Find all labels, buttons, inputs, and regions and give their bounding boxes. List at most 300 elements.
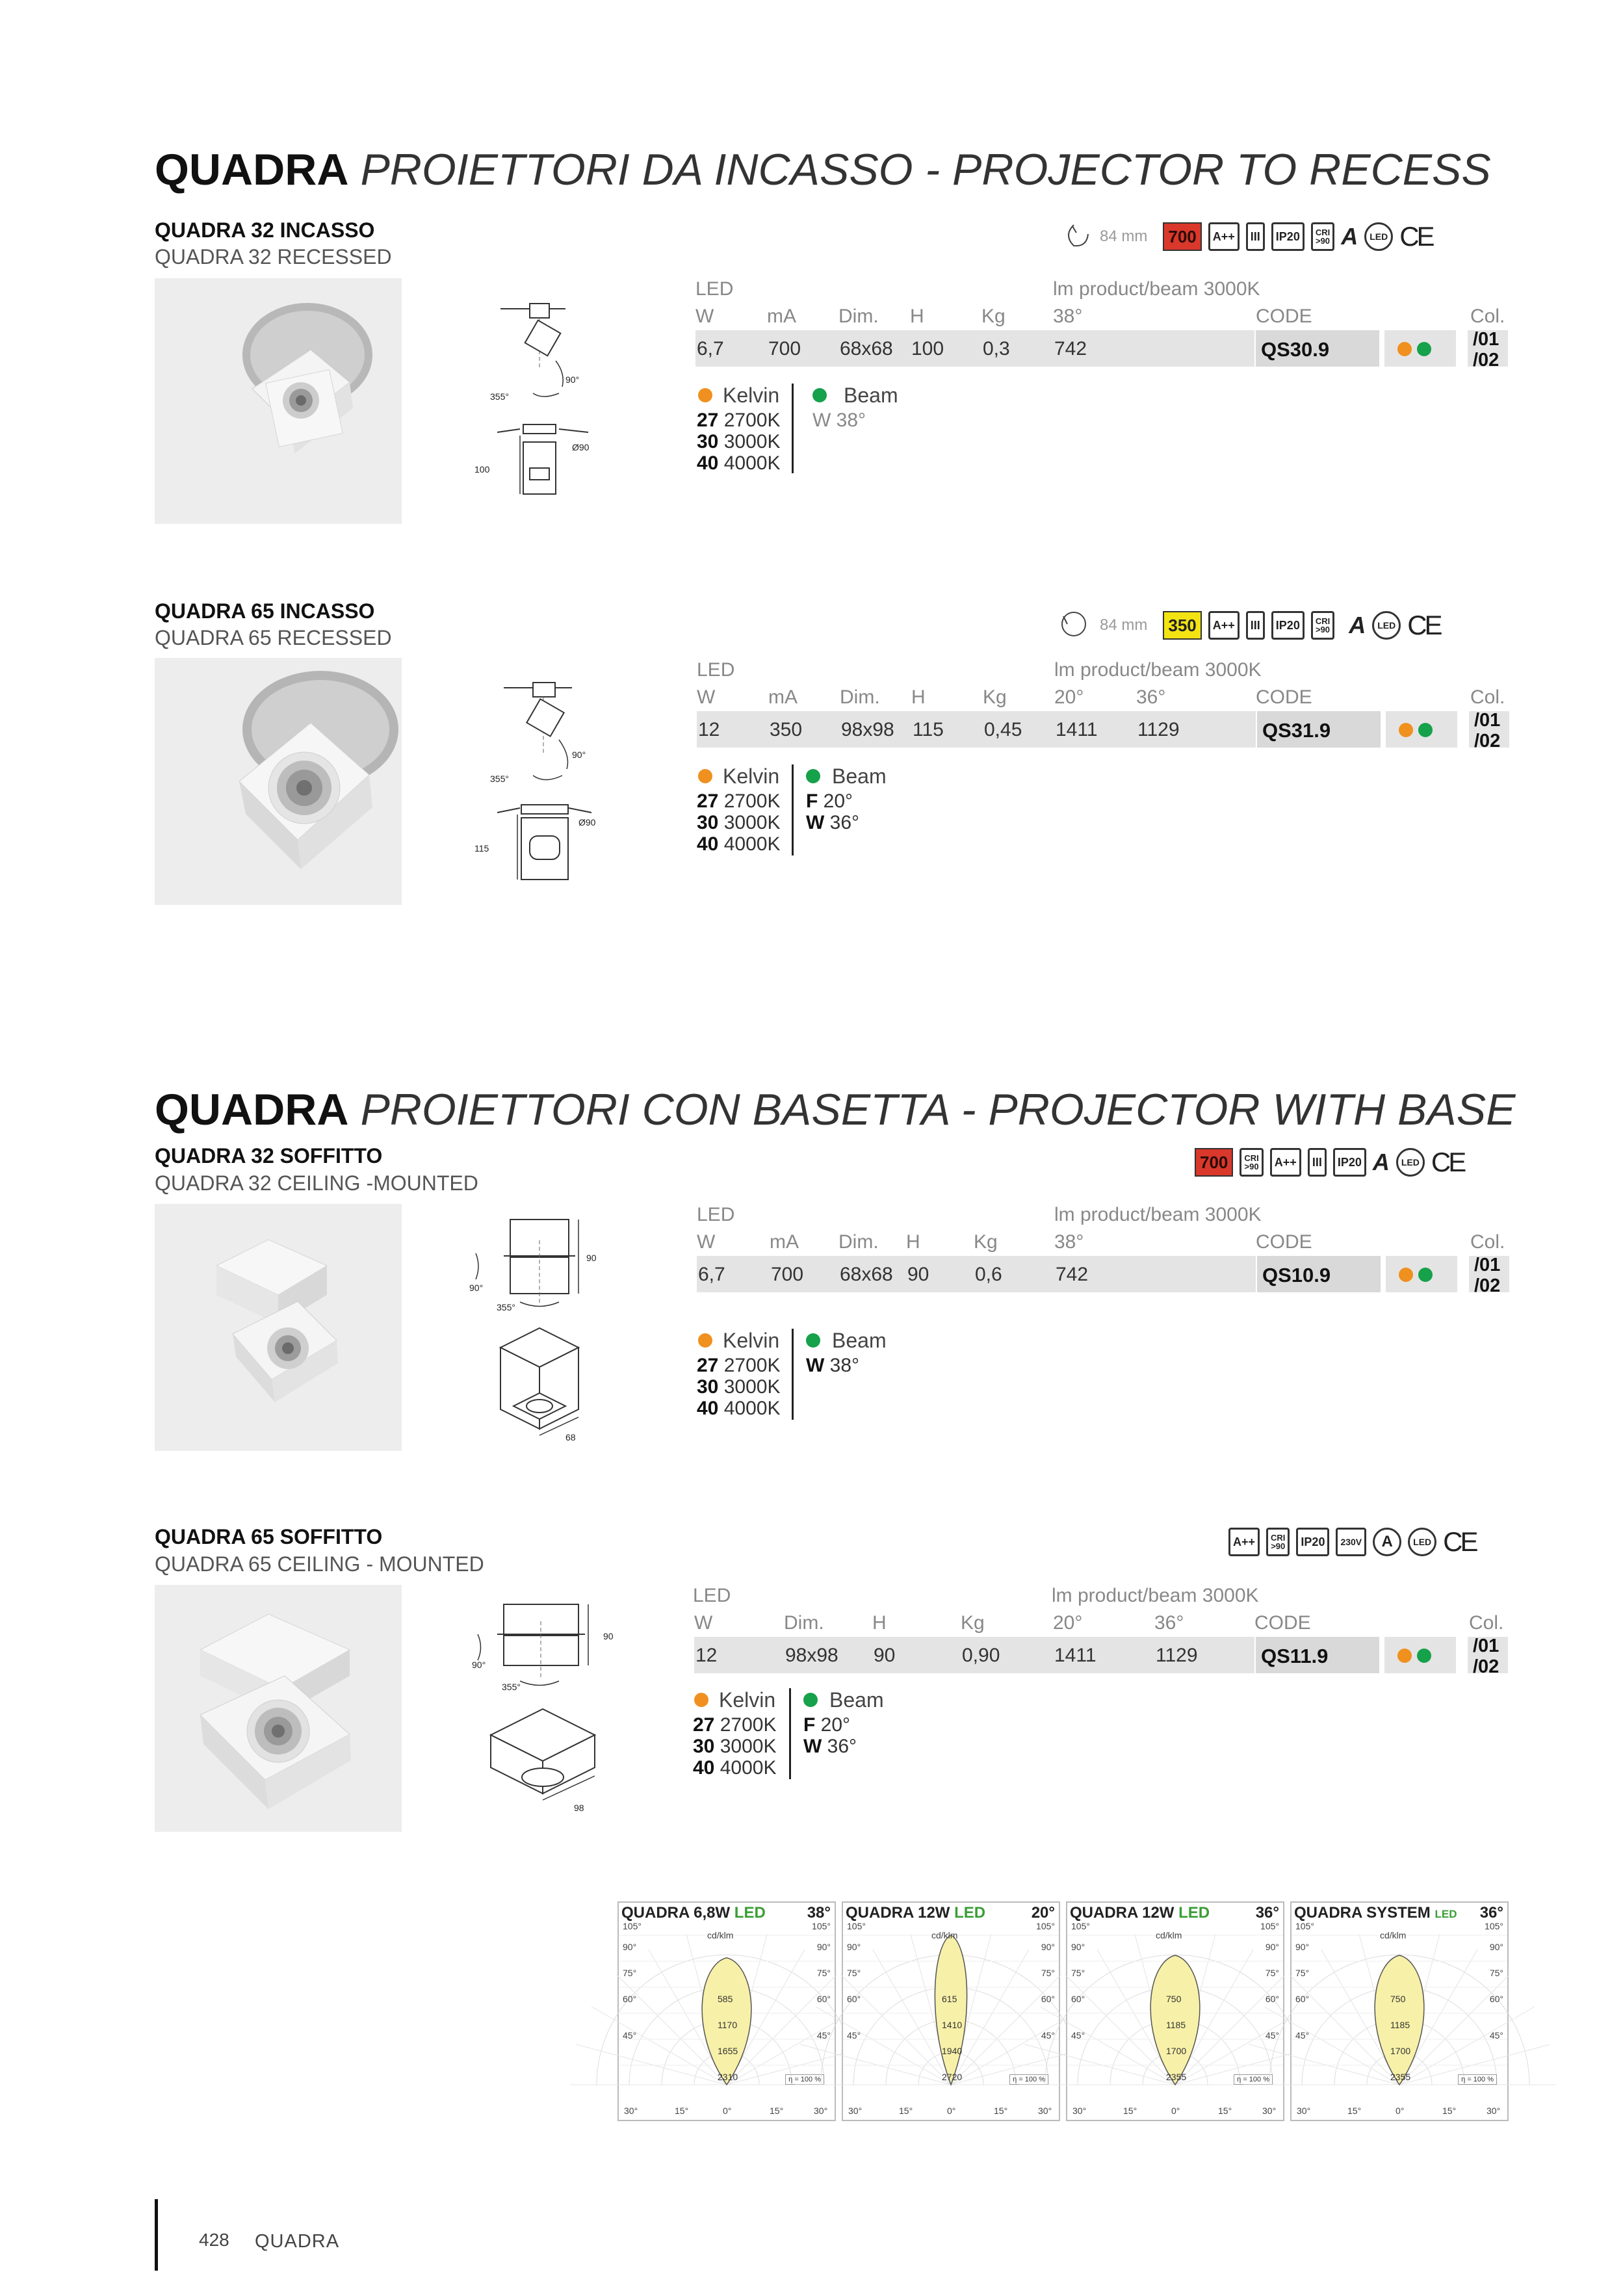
svg-text:Ø90: Ø90 (572, 442, 590, 452)
header-code: CODE (1256, 1231, 1312, 1253)
svg-text:68: 68 (565, 1432, 576, 1442)
beam-lobe (935, 1935, 967, 2085)
cri-icon: CRI >90 (1311, 611, 1334, 640)
energy-class-icon: A++ (1208, 611, 1240, 640)
polar-angle-label: 15° (1123, 2106, 1137, 2116)
beam-dot-icon (1417, 342, 1431, 356)
polar-angle-label: 90° (847, 1942, 861, 1952)
header-w: W (697, 686, 716, 708)
polar-angle-label: 105° (1071, 1921, 1090, 1931)
value-h: 100 (911, 338, 944, 359)
ce-icon: CE (1407, 610, 1440, 640)
beam-option: W 36° (806, 812, 860, 833)
photometric-angle: 36° (1479, 1904, 1503, 1922)
kelvin-dot-icon (698, 769, 712, 783)
polar-angle-label: 75° (1295, 1968, 1310, 1978)
header-led: LED (695, 278, 734, 300)
header-h: H (872, 1612, 887, 1634)
header-col: Col. (1470, 306, 1505, 327)
options-divider (792, 764, 794, 855)
kelvin-option: 27 2700K (697, 1355, 781, 1376)
section-title-italic: PROIETTORI CON BASETTA - PROJECTOR WITH BASE (360, 1085, 1516, 1134)
photometric-unit: cd/klm (1156, 1930, 1182, 1940)
beam-tilt-icon (1054, 610, 1093, 642)
section-title-bold: QUADRA (155, 1085, 349, 1134)
polar-angle-label: 75° (1041, 1968, 1055, 1978)
polar-angle-label: 30° (1072, 2106, 1087, 2116)
ce-icon: CE (1443, 1526, 1476, 1557)
product-subtitle: QUADRA 65 CEILING - MOUNTED (155, 1552, 484, 1576)
header-h: H (911, 686, 926, 708)
header-kg: Kg (974, 1231, 998, 1253)
header-dim: Dim. (784, 1612, 824, 1634)
svg-text:98: 98 (574, 1803, 584, 1813)
kelvin-option: 30 3000K (697, 812, 781, 833)
kelvin-dot-icon (1397, 1649, 1412, 1663)
polar-angle-label: 60° (623, 1994, 637, 2004)
polar-angle-label: 30° (814, 2106, 828, 2116)
section-title-base (155, 1084, 1515, 1135)
kelvin-option: 40 4000K (697, 833, 781, 855)
value-h: 115 (913, 719, 944, 740)
kelvin-option: 30 3000K (697, 1376, 781, 1398)
ip20-icon: IP20 (1271, 611, 1305, 640)
options-divider (792, 384, 794, 473)
col-01: /01 (1473, 1636, 1500, 1656)
value-lm-20: 1411 (1056, 719, 1098, 740)
a-marking-icon: A (1349, 612, 1366, 638)
svg-text:355°: 355° (502, 1682, 521, 1692)
polar-angle-label: 60° (816, 1994, 831, 2004)
section-title-italic: PROIETTORI DA INCASSO - PROJECTOR TO RECESS (360, 145, 1491, 194)
polar-angle-label: 90° (1041, 1942, 1055, 1952)
ip20-icon: IP20 (1271, 222, 1305, 251)
header-led: LED (697, 1204, 735, 1225)
value-ma: 700 (768, 338, 801, 359)
kelvin-heading: Kelvin (723, 764, 780, 788)
value-kg: 0,6 (975, 1264, 1002, 1285)
polar-angle-label: 105° (812, 1921, 831, 1931)
polar-angle-label: 60° (847, 1994, 861, 2004)
cri-icon: CRI >90 (1240, 1148, 1263, 1177)
polar-angle-label: 75° (1071, 1968, 1085, 1978)
options-divider (789, 1688, 791, 1779)
col-01: /01 (1474, 710, 1501, 731)
section-title-recess (155, 144, 1491, 195)
svg-text:90: 90 (603, 1631, 614, 1641)
photometric-angle: 36° (1255, 1904, 1279, 1922)
cert-icons (1195, 1145, 1464, 1179)
header-beam-20: 20° (1053, 1612, 1083, 1634)
beam-dot-icon (1418, 1268, 1433, 1282)
technical-drawing (468, 1214, 611, 1448)
header-lm: lm product/beam 3000K (1054, 1204, 1262, 1225)
header-col: Col. (1470, 1231, 1505, 1253)
intensity-value: 1410 (942, 2020, 963, 2030)
polar-angle-label: 30° (1297, 2106, 1311, 2116)
polar-angle-label: 105° (623, 1921, 642, 1931)
photometric-diagram (1290, 1901, 1509, 2121)
col-02: /02 (1474, 1275, 1501, 1296)
polar-angle-label: 105° (847, 1921, 866, 1931)
ip20-icon: IP20 (1333, 1148, 1366, 1177)
beam-dot-icon (1417, 1649, 1431, 1663)
beam-option: W 38° (812, 410, 866, 431)
polar-angle-label: 30° (1038, 2106, 1052, 2116)
polar-angle-label: 105° (1036, 1921, 1055, 1931)
polar-angle-label: 90° (623, 1942, 637, 1952)
header-col: Col. (1469, 1612, 1504, 1634)
polar-angle-label: 15° (899, 2106, 913, 2116)
kelvin-option: 30 3000K (693, 1736, 777, 1757)
polar-angle-label: 45° (1265, 2030, 1279, 2041)
a-marking-icon: A (1372, 1149, 1390, 1175)
milliamp-badge: 350 (1163, 611, 1201, 640)
intensity-value: 1185 (1166, 2020, 1186, 2030)
cert-icons (1228, 1525, 1476, 1559)
kelvin-option: 40 4000K (693, 1757, 777, 1779)
technical-drawing-svg (468, 1214, 624, 1450)
header-dim: Dim. (838, 306, 879, 327)
product-name: QUADRA 32 SOFFITTO (155, 1144, 383, 1168)
svg-text:115: 115 (474, 843, 489, 854)
header-kg: Kg (981, 306, 1006, 327)
value-lm-36: 1129 (1137, 719, 1180, 740)
efficiency-badge: η = 100 % (1009, 2074, 1048, 2085)
intensity-value: 1940 (942, 2046, 963, 2056)
svg-text:Ø90: Ø90 (578, 817, 596, 828)
technical-drawing (468, 1595, 624, 1829)
polar-angle-label: 90° (1295, 1942, 1310, 1952)
product-photo-image (155, 658, 402, 905)
kelvin-dot-icon (694, 1693, 708, 1707)
milliamp-badge: 700 (1163, 222, 1201, 251)
svg-text:90°: 90° (565, 374, 580, 385)
product-photo-image (155, 1585, 402, 1832)
product-photo (155, 1585, 402, 1832)
svg-text:90°: 90° (469, 1283, 484, 1293)
photometric-title: QUADRA 12W LED (1070, 1904, 1210, 1922)
cert-icons (1061, 220, 1433, 254)
product-code: QS31.9 (1257, 711, 1381, 748)
header-beam-36: 36° (1136, 686, 1166, 708)
polar-angle-label: 45° (1071, 2030, 1085, 2041)
beam-heading: Beam (832, 764, 887, 788)
polar-angle-label: 30° (1487, 2106, 1501, 2116)
polar-angle-label: 90° (1489, 1942, 1503, 1952)
product-photo-image (155, 278, 402, 524)
header-code: CODE (1254, 1612, 1311, 1634)
beam-option: W 38° (806, 1355, 860, 1376)
value-h: 90 (874, 1645, 896, 1666)
header-dim: Dim. (838, 1231, 879, 1253)
cutout-depth: 84 mm (1100, 616, 1148, 634)
value-kg: 0,3 (983, 338, 1010, 359)
cri-icon: CRI >90 (1266, 1528, 1290, 1556)
technical-drawing (474, 296, 598, 504)
header-ma: mA (770, 1231, 799, 1253)
polar-angle-label: 15° (1442, 2106, 1457, 2116)
kelvin-dot-icon (698, 1333, 712, 1348)
beam-heading: Beam (832, 1329, 887, 1352)
kelvin-option: 27 2700K (693, 1714, 777, 1736)
intensity-value: 585 (718, 1994, 733, 2004)
footer-bar (155, 2199, 158, 2271)
header-led: LED (693, 1585, 731, 1606)
beam-dot-icon (803, 1693, 818, 1707)
product-name: QUADRA 32 INCASSO (155, 218, 375, 242)
product-code: QS11.9 (1256, 1637, 1379, 1673)
header-code: CODE (1256, 306, 1312, 327)
beam-tilt-icon (1061, 221, 1093, 253)
col-01: /01 (1473, 329, 1500, 350)
header-beam-36: 36° (1154, 1612, 1184, 1634)
value-lm-20: 1411 (1054, 1645, 1097, 1666)
value-w: 6,7 (697, 338, 724, 359)
svg-text:355°: 355° (490, 391, 509, 402)
photometric-angle: 20° (1031, 1904, 1055, 1922)
photometric-title: QUADRA 6,8W LED (621, 1904, 766, 1922)
value-dim: 98x98 (841, 719, 894, 740)
col-01: /01 (1474, 1255, 1501, 1275)
technical-drawing (474, 675, 624, 883)
header-lm: lm product/beam 3000K (1052, 1585, 1259, 1606)
header-ma: mA (767, 306, 796, 327)
photometric-title: QUADRA 12W LED (846, 1904, 986, 1922)
beam-option: W 36° (803, 1736, 857, 1757)
polar-angle-label: 45° (816, 2030, 831, 2041)
kelvin-option: 40 4000K (697, 1398, 781, 1419)
value-kg: 0,45 (984, 719, 1022, 740)
value-dim: 68x68 (840, 338, 893, 359)
photometric-angle: 38° (807, 1904, 831, 1922)
header-ma: mA (768, 686, 798, 708)
value-w: 6,7 (698, 1264, 725, 1285)
polar-angle-label: 30° (1262, 2106, 1277, 2116)
class-iii-icon: III (1246, 222, 1265, 251)
kelvin-option: 40 4000K (697, 452, 781, 474)
product-photo (155, 658, 402, 905)
polar-angle-label: 75° (847, 1968, 861, 1978)
polar-angle-label: 75° (1265, 1968, 1279, 1978)
cutout-depth: 84 mm (1100, 228, 1148, 245)
photometric-unit: cd/klm (1380, 1930, 1407, 1940)
polar-angle-label: 90° (1071, 1942, 1085, 1952)
polar-angle-label: 0° (1396, 2106, 1405, 2116)
class-iii-icon: III (1308, 1148, 1327, 1177)
beam-dot-icon (806, 1333, 820, 1348)
svg-text:90°: 90° (572, 750, 586, 760)
header-kg: Kg (983, 686, 1007, 708)
led-icon: LED (1372, 611, 1401, 640)
value-lm-36: 1129 (1156, 1645, 1198, 1666)
header-w: W (695, 306, 714, 327)
kelvin-heading: Kelvin (719, 1688, 776, 1712)
led-icon: LED (1408, 1528, 1436, 1556)
value-lm: 742 (1056, 1264, 1089, 1285)
product-subtitle: QUADRA 65 RECESSED (155, 626, 392, 649)
a-marking-icon: A (1341, 223, 1358, 250)
polar-angle-label: 90° (816, 1942, 831, 1952)
polar-angle-label: 60° (1071, 1994, 1085, 2004)
cri-icon: CRI >90 (1311, 222, 1334, 251)
value-w: 12 (695, 1645, 718, 1666)
beam-dot-icon (812, 388, 827, 402)
product-code: QS30.9 (1256, 330, 1379, 367)
ce-icon: CE (1399, 221, 1433, 252)
a-marking-icon: A (1373, 1528, 1401, 1556)
svg-text:100: 100 (474, 464, 490, 475)
intensity-value: 2720 (942, 2072, 963, 2082)
svg-text:355°: 355° (490, 774, 509, 784)
col-02: /02 (1473, 1656, 1500, 1677)
kelvin-heading: Kelvin (723, 1329, 780, 1352)
header-dim: Dim. (840, 686, 880, 708)
ip20-icon: IP20 (1296, 1528, 1329, 1556)
polar-angle-label: 15° (1218, 2106, 1232, 2116)
product-photo-image (155, 1204, 402, 1451)
product-name: QUADRA 65 SOFFITTO (155, 1525, 383, 1548)
led-icon: LED (1396, 1148, 1425, 1177)
technical-drawing-svg (474, 675, 637, 889)
energy-class-icon: A++ (1270, 1148, 1301, 1177)
col-02: /02 (1474, 731, 1501, 751)
beam-option: F 20° (806, 790, 853, 812)
beam-option: F 20° (803, 1714, 851, 1736)
polar-spoke (576, 2044, 727, 2085)
kelvin-option: 27 2700K (697, 410, 781, 431)
intensity-value: 1185 (1390, 2020, 1410, 2030)
header-beam: 38° (1054, 1231, 1084, 1253)
efficiency-badge: η = 100 % (1458, 2074, 1497, 2085)
cert-icons (1054, 608, 1440, 642)
kelvin-heading: Kelvin (723, 384, 780, 407)
beam-dot-icon (806, 769, 820, 783)
class-iii-icon: III (1246, 611, 1265, 640)
page-number: 428 (199, 2230, 229, 2250)
intensity-value: 1655 (718, 2046, 738, 2056)
kelvin-dot-icon (1399, 1268, 1413, 1282)
intensity-value: 2355 (1166, 2072, 1187, 2082)
photometric-title: QUADRA SYSTEM LED (1294, 1904, 1457, 1922)
section-title-bold: QUADRA (155, 145, 349, 194)
product-photo (155, 1204, 402, 1451)
polar-angle-label: 30° (624, 2106, 638, 2116)
voltage-icon: 230V (1336, 1528, 1366, 1556)
technical-drawing-svg (474, 296, 624, 510)
header-col: Col. (1470, 686, 1505, 708)
efficiency-badge: η = 100 % (785, 2074, 824, 2085)
polar-angle-label: 0° (947, 2106, 956, 2116)
polar-angle-label: 60° (1489, 1994, 1503, 2004)
polar-angle-label: 15° (675, 2106, 689, 2116)
polar-angle-label: 45° (1295, 2030, 1310, 2041)
header-code: CODE (1256, 686, 1312, 708)
polar-angle-label: 105° (1295, 1921, 1314, 1931)
product-photo (155, 278, 402, 524)
intensity-value: 750 (1390, 1994, 1406, 2004)
polar-angle-label: 75° (816, 1968, 831, 1978)
polar-angle-label: 45° (1489, 2030, 1503, 2041)
value-w: 12 (698, 719, 720, 740)
energy-class-icon: A++ (1228, 1528, 1260, 1556)
value-lm: 742 (1054, 338, 1087, 359)
led-icon: LED (1364, 222, 1393, 251)
photometric-unit: cd/klm (931, 1930, 958, 1940)
polar-angle-label: 90° (1265, 1942, 1279, 1952)
header-h: H (906, 1231, 920, 1253)
product-subtitle: QUADRA 32 RECESSED (155, 245, 392, 268)
header-w: W (697, 1231, 716, 1253)
photometric-unit: cd/klm (707, 1930, 734, 1940)
polar-angle-label: 15° (770, 2106, 784, 2116)
polar-angle-label: 105° (1485, 1921, 1503, 1931)
milliamp-badge: 700 (1195, 1148, 1233, 1177)
kelvin-dot-icon (698, 388, 712, 402)
intensity-value: 2310 (718, 2072, 738, 2082)
options-divider (792, 1329, 794, 1420)
polar-angle-label: 15° (994, 2106, 1008, 2116)
svg-text:90°: 90° (472, 1660, 486, 1670)
polar-angle-label: 45° (847, 2030, 861, 2041)
intensity-value: 2355 (1390, 2072, 1411, 2082)
photometric-diagram (617, 1901, 836, 2121)
header-led: LED (697, 659, 735, 681)
svg-text:90: 90 (586, 1253, 597, 1263)
polar-angle-label: 60° (1265, 1994, 1279, 2004)
header-kg: Kg (961, 1612, 985, 1634)
header-lm: lm product/beam 3000K (1053, 278, 1260, 300)
product-name: QUADRA 65 INCASSO (155, 599, 375, 623)
header-beam-20: 20° (1054, 686, 1084, 708)
ce-icon: CE (1431, 1147, 1464, 1177)
photometric-diagram (842, 1901, 1060, 2121)
value-kg: 0,90 (962, 1645, 1000, 1666)
header-lm: lm product/beam 3000K (1054, 659, 1262, 681)
kelvin-option: 27 2700K (697, 790, 781, 812)
footer-name: QUADRA (255, 2231, 340, 2252)
polar-angle-label: 15° (1347, 2106, 1362, 2116)
technical-drawing-svg (468, 1595, 630, 1831)
polar-angle-label: 75° (1489, 1968, 1503, 1978)
header-w: W (694, 1612, 713, 1634)
polar-angle-label: 45° (623, 2030, 637, 2041)
kelvin-dot-icon (1397, 342, 1412, 356)
intensity-value: 1170 (718, 2020, 738, 2030)
intensity-value: 1700 (1390, 2046, 1411, 2056)
product-subtitle: QUADRA 32 CEILING -MOUNTED (155, 1171, 478, 1195)
intensity-value: 750 (1166, 1994, 1182, 2004)
value-h: 90 (907, 1264, 929, 1285)
value-ma: 350 (770, 719, 803, 740)
col-02: /02 (1473, 350, 1500, 371)
polar-angle-label: 45° (1041, 2030, 1055, 2041)
intensity-value: 615 (942, 1994, 957, 2004)
photometric-diagram (1066, 1901, 1284, 2121)
polar-angle-label: 0° (1171, 2106, 1180, 2116)
kelvin-option: 30 3000K (697, 431, 781, 452)
value-dim: 68x68 (840, 1264, 893, 1285)
intensity-value: 1700 (1166, 2046, 1187, 2056)
polar-angle-label: 30° (848, 2106, 863, 2116)
beam-heading: Beam (829, 1688, 884, 1712)
product-code: QS10.9 (1257, 1256, 1381, 1292)
polar-angle-label: 75° (623, 1968, 637, 1978)
polar-angle-label: 0° (723, 2106, 732, 2116)
polar-spoke (816, 2007, 951, 2085)
header-h: H (910, 306, 924, 327)
svg-text:355°: 355° (497, 1302, 515, 1312)
